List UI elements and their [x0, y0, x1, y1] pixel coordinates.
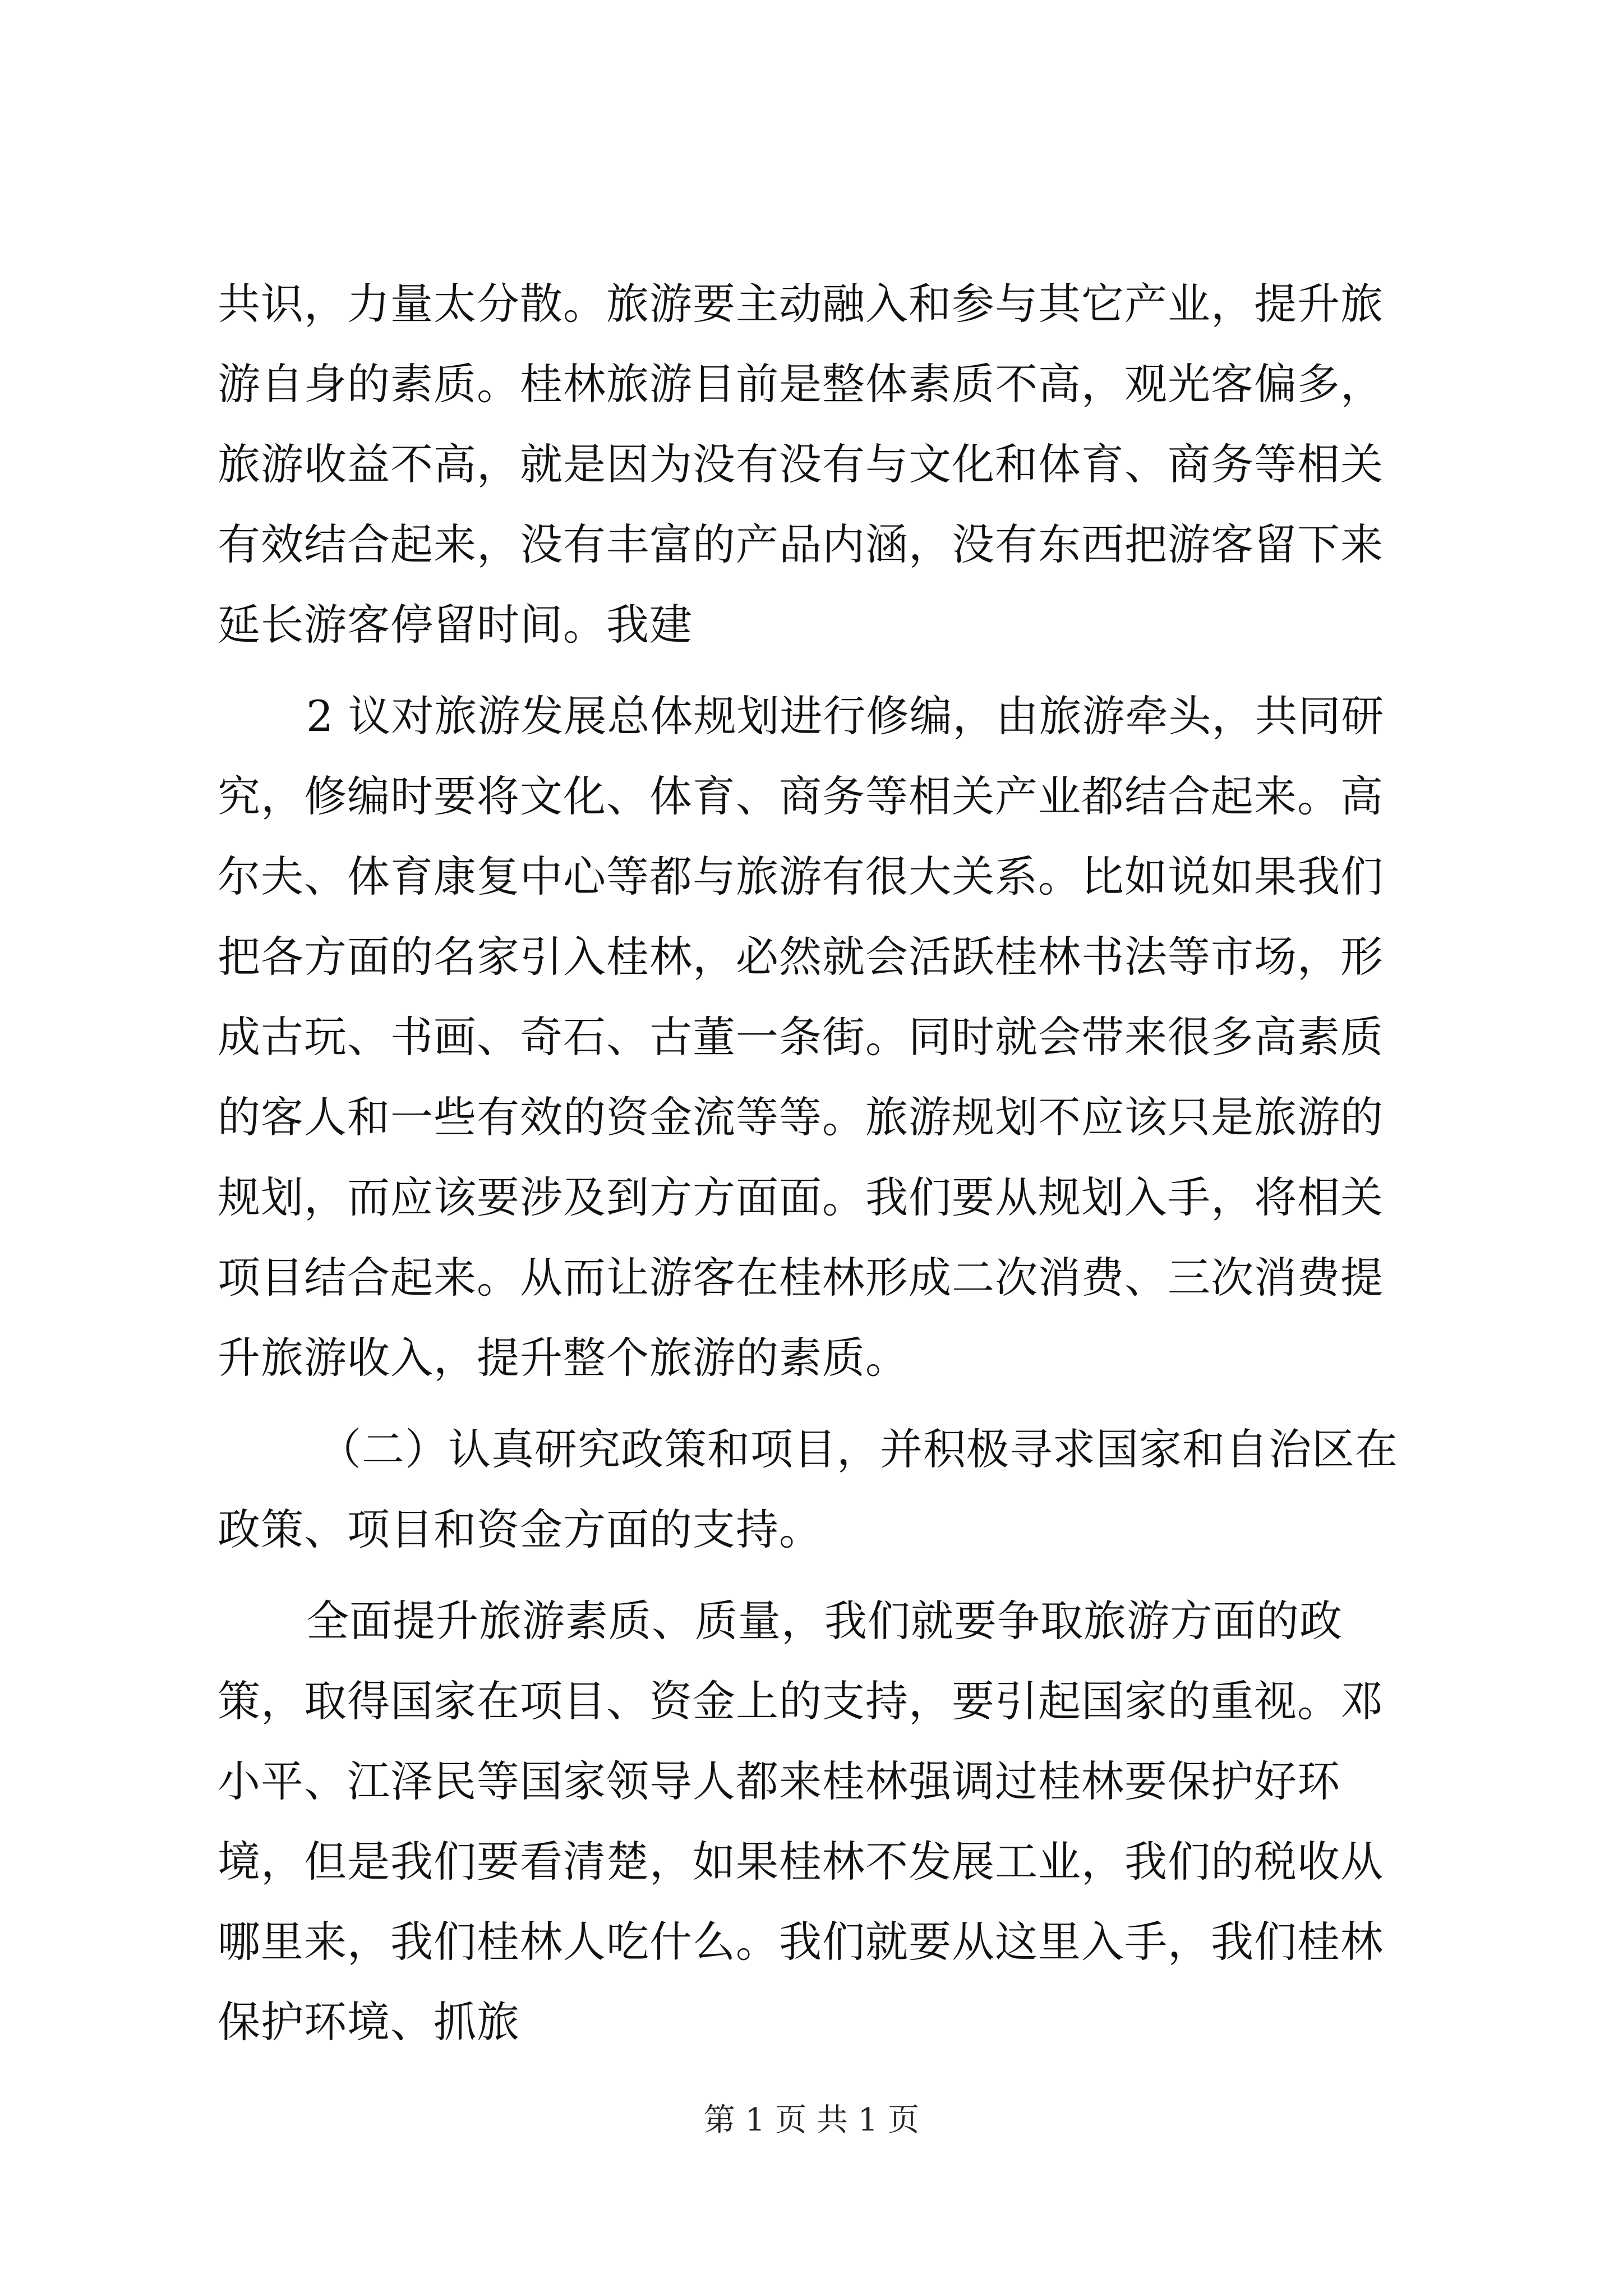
page-footer: 第 1 页 共 1 页: [703, 2102, 920, 2138]
paragraph-policy-support: 全面提升旅游素质、质量，我们就要争取旅游方面的政策，取得国家在项目、资金上的支持，要引起国家的重视。邓小平、江泽民等国家领导人都来桂林强调过桂林要保护好环境，但是我们要看清楚，如果桂林不发展工业，我们的税收从哪里来，我们桂林人吃什么。我们就要从这里入手，我们桂林保护环境、抓旅: [218, 1596, 1384, 2047]
section-heading-policy: （二）认真研究政策和项目，并积极寻求国家和自治区在政策、项目和资金方面的支持。: [218, 1424, 1398, 1554]
paragraph-continuation: 共识，力量太分散。旅游要主动融入和参与其它产业，提升旅游自身的素质。桂林旅游目前是整体素质不高，观光客偏多，旅游收益不高，就是因为没有没有与文化和体育、商务等相关有效结合起来，没有丰富的产品内涵，没有东西把游客留下来延长游客停留时间。我建: [218, 279, 1384, 650]
document-body: [218, 264, 1417, 2062]
paragraph-planning: 2 议对旅游发展总体规划进行修编，由旅游牵头，共同研究，修编时要将文化、体育、商务等相关产业都结合起来。高尔夫、体育康复中心等都与旅游有很大关系。比如说如果我们把各方面的名家引入桂林，必然就会活跃桂林书法等市场，形成古玩、书画、奇石、古董一条街。同时就会带来很多高素质的客人和一些有效的资金流等等。旅游规划不应该只是旅游的规划，而应该要涉及到方方面面。我们要从规划入手，将相关项目结合起来。从而让游客在桂林形成二次消费、三次消费提升旅游收入，提升整个旅游的素质。: [218, 691, 1385, 1383]
